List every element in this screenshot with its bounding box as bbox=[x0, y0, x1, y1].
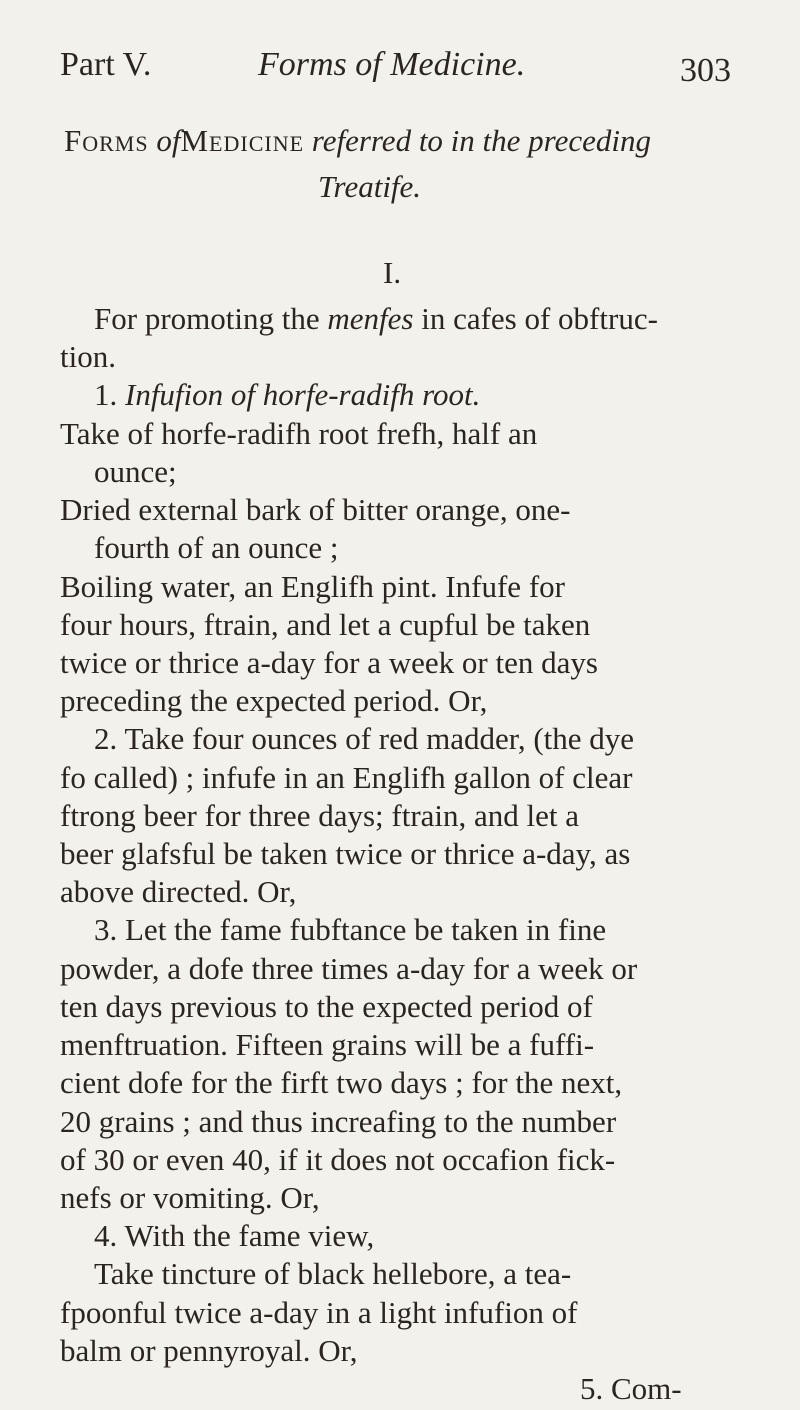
text-line-6: Dried external bark of bitter orange, one- bbox=[60, 492, 571, 527]
text-line-23: of 30 or even 40, if it does not occafion fick- bbox=[60, 1142, 616, 1177]
text-line-12: 2. Take four ounces of red madder, (the dye bbox=[94, 721, 635, 756]
italic-term: menfes bbox=[327, 301, 414, 336]
text-line-25: 4. With the fame view, bbox=[94, 1218, 375, 1253]
text-line-22: 20 grains ; and thus increafing to the number bbox=[60, 1104, 617, 1139]
text-line-16: above directed. Or, bbox=[60, 874, 297, 909]
text-line-11: preceding the expected period. Or, bbox=[60, 683, 488, 718]
section-heading bbox=[64, 122, 651, 160]
text-line-3 bbox=[94, 376, 480, 414]
heading-rest-line1: referred to in the preceding bbox=[311, 123, 651, 158]
text-line-27: fpoonful twice a-day in a light infufion of bbox=[60, 1295, 578, 1330]
heading-of: of bbox=[156, 123, 181, 158]
text-line-8: Boiling water, an Englifh pint. Infufe for bbox=[60, 569, 565, 604]
text-line-20: menftruation. Fifteen grains will be a fuffi- bbox=[60, 1027, 595, 1062]
text-line-28: balm or pennyroyal. Or, bbox=[60, 1333, 358, 1368]
text-span: For promoting the bbox=[94, 301, 328, 336]
text-span: in cafes of obftruc- bbox=[413, 301, 658, 336]
page-number: 303 bbox=[680, 52, 731, 89]
header-part: Part V. bbox=[60, 46, 152, 83]
header-running-title: Forms of Medicine. bbox=[258, 46, 526, 83]
heading-rest-line2: Treatife. bbox=[318, 169, 422, 204]
catchword: 5. Com- bbox=[580, 1371, 682, 1406]
text-line-26: Take tincture of black hellebore, a tea- bbox=[94, 1256, 572, 1291]
recipe-title: Infufion of horfe-radifh root. bbox=[125, 377, 481, 412]
text-line-21: cient dofe for the firft two days ; for the next, bbox=[60, 1065, 623, 1100]
heading-medicine: Medicine bbox=[180, 123, 305, 158]
text-line-2: tion. bbox=[60, 339, 116, 374]
text-line-14: ftrong beer for three days; ftrain, and let a bbox=[60, 798, 580, 833]
heading-forms: Forms bbox=[64, 123, 149, 158]
text-line-18: powder, a dofe three times a-day for a week or bbox=[60, 951, 638, 986]
text-line-15: beer glafsful be taken twice or thrice a-day, as bbox=[60, 836, 631, 871]
text-line-4: Take of horfe-radifh root frefh, half an bbox=[60, 416, 538, 451]
text-line-9: four hours, ftrain, and let a cupful be taken bbox=[60, 607, 591, 642]
recipe-number: 1. bbox=[94, 377, 125, 412]
section-number: I. bbox=[383, 255, 402, 290]
text-line-24: nefs or vomiting. Or, bbox=[60, 1180, 320, 1215]
text-line-1 bbox=[94, 300, 658, 338]
text-line-7: fourth of an ounce ; bbox=[94, 530, 339, 565]
text-line-17: 3. Let the fame fubftance be taken in fine bbox=[94, 912, 607, 947]
text-line-19: ten days previous to the expected period of bbox=[60, 989, 593, 1024]
text-line-5: ounce; bbox=[94, 454, 177, 489]
text-line-10: twice or thrice a-day for a week or ten days bbox=[60, 645, 598, 680]
text-line-13: fo called) ; infufe in an Englifh gallon of clear bbox=[60, 760, 633, 795]
